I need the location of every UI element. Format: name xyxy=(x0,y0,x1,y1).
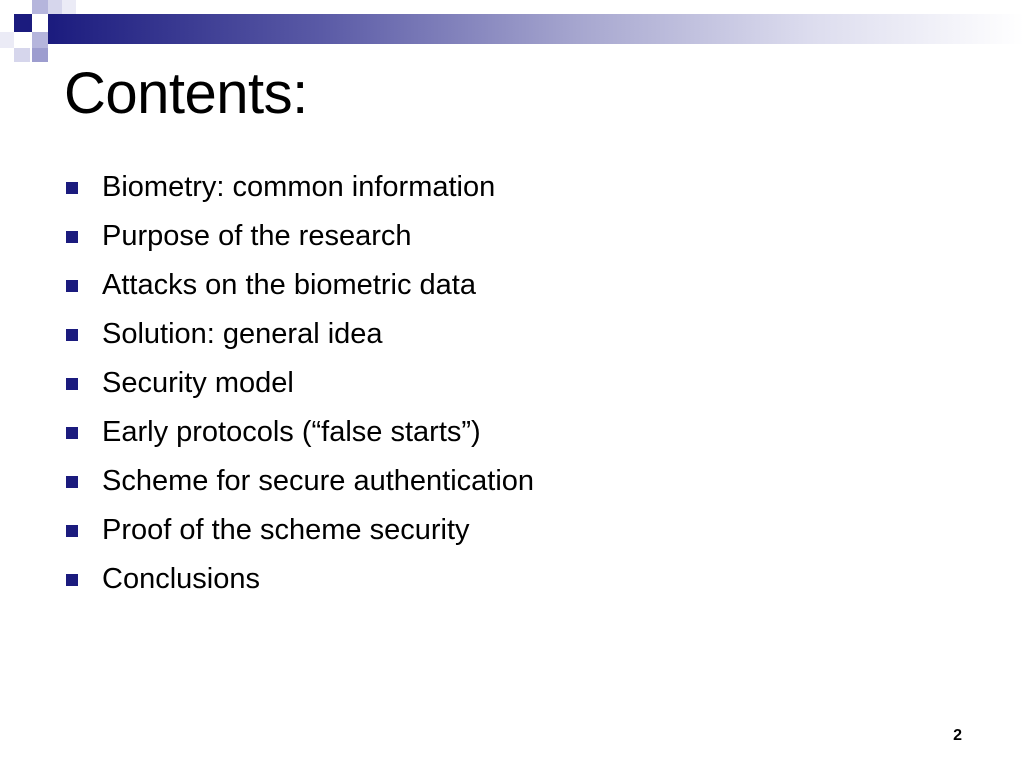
decorative-square xyxy=(14,14,32,32)
decorative-square xyxy=(0,32,14,48)
contents-list xyxy=(66,163,534,604)
list-item xyxy=(66,163,534,212)
list-item-text: Solution: general idea xyxy=(102,318,383,350)
square-bullet-icon xyxy=(66,182,78,194)
list-item-text: Purpose of the research xyxy=(102,220,412,252)
decorative-square xyxy=(32,0,48,14)
header-gradient-bar xyxy=(48,14,1024,44)
square-bullet-icon xyxy=(66,574,78,586)
list-item xyxy=(66,506,534,555)
decorative-square xyxy=(62,0,76,14)
list-item xyxy=(66,212,534,261)
list-item xyxy=(66,310,534,359)
list-item xyxy=(66,261,534,310)
decorative-square xyxy=(48,0,62,14)
list-item-text: Security model xyxy=(102,367,294,399)
square-bullet-icon xyxy=(66,525,78,537)
slide-title: Contents: xyxy=(64,61,308,126)
list-item-text: Biometry: common information xyxy=(102,171,496,203)
slide-number: 2 xyxy=(953,727,962,744)
list-item-text: Attacks on the biometric data xyxy=(102,269,476,301)
square-bullet-icon xyxy=(66,280,78,292)
list-item xyxy=(66,457,534,506)
decorative-square xyxy=(14,48,30,62)
square-bullet-icon xyxy=(66,476,78,488)
list-item xyxy=(66,359,534,408)
square-bullet-icon xyxy=(66,231,78,243)
decorative-square xyxy=(32,32,48,48)
square-bullet-icon xyxy=(66,378,78,390)
list-item xyxy=(66,408,534,457)
list-item-text: Proof of the scheme security xyxy=(102,514,470,546)
list-item-text: Scheme for secure authentication xyxy=(102,465,535,497)
list-item-text: Early protocols (“false starts”) xyxy=(102,416,481,448)
square-bullet-icon xyxy=(66,427,78,439)
list-item-text: Conclusions xyxy=(102,563,260,595)
square-bullet-icon xyxy=(66,329,78,341)
list-item xyxy=(66,555,534,604)
decorative-square xyxy=(32,48,48,62)
